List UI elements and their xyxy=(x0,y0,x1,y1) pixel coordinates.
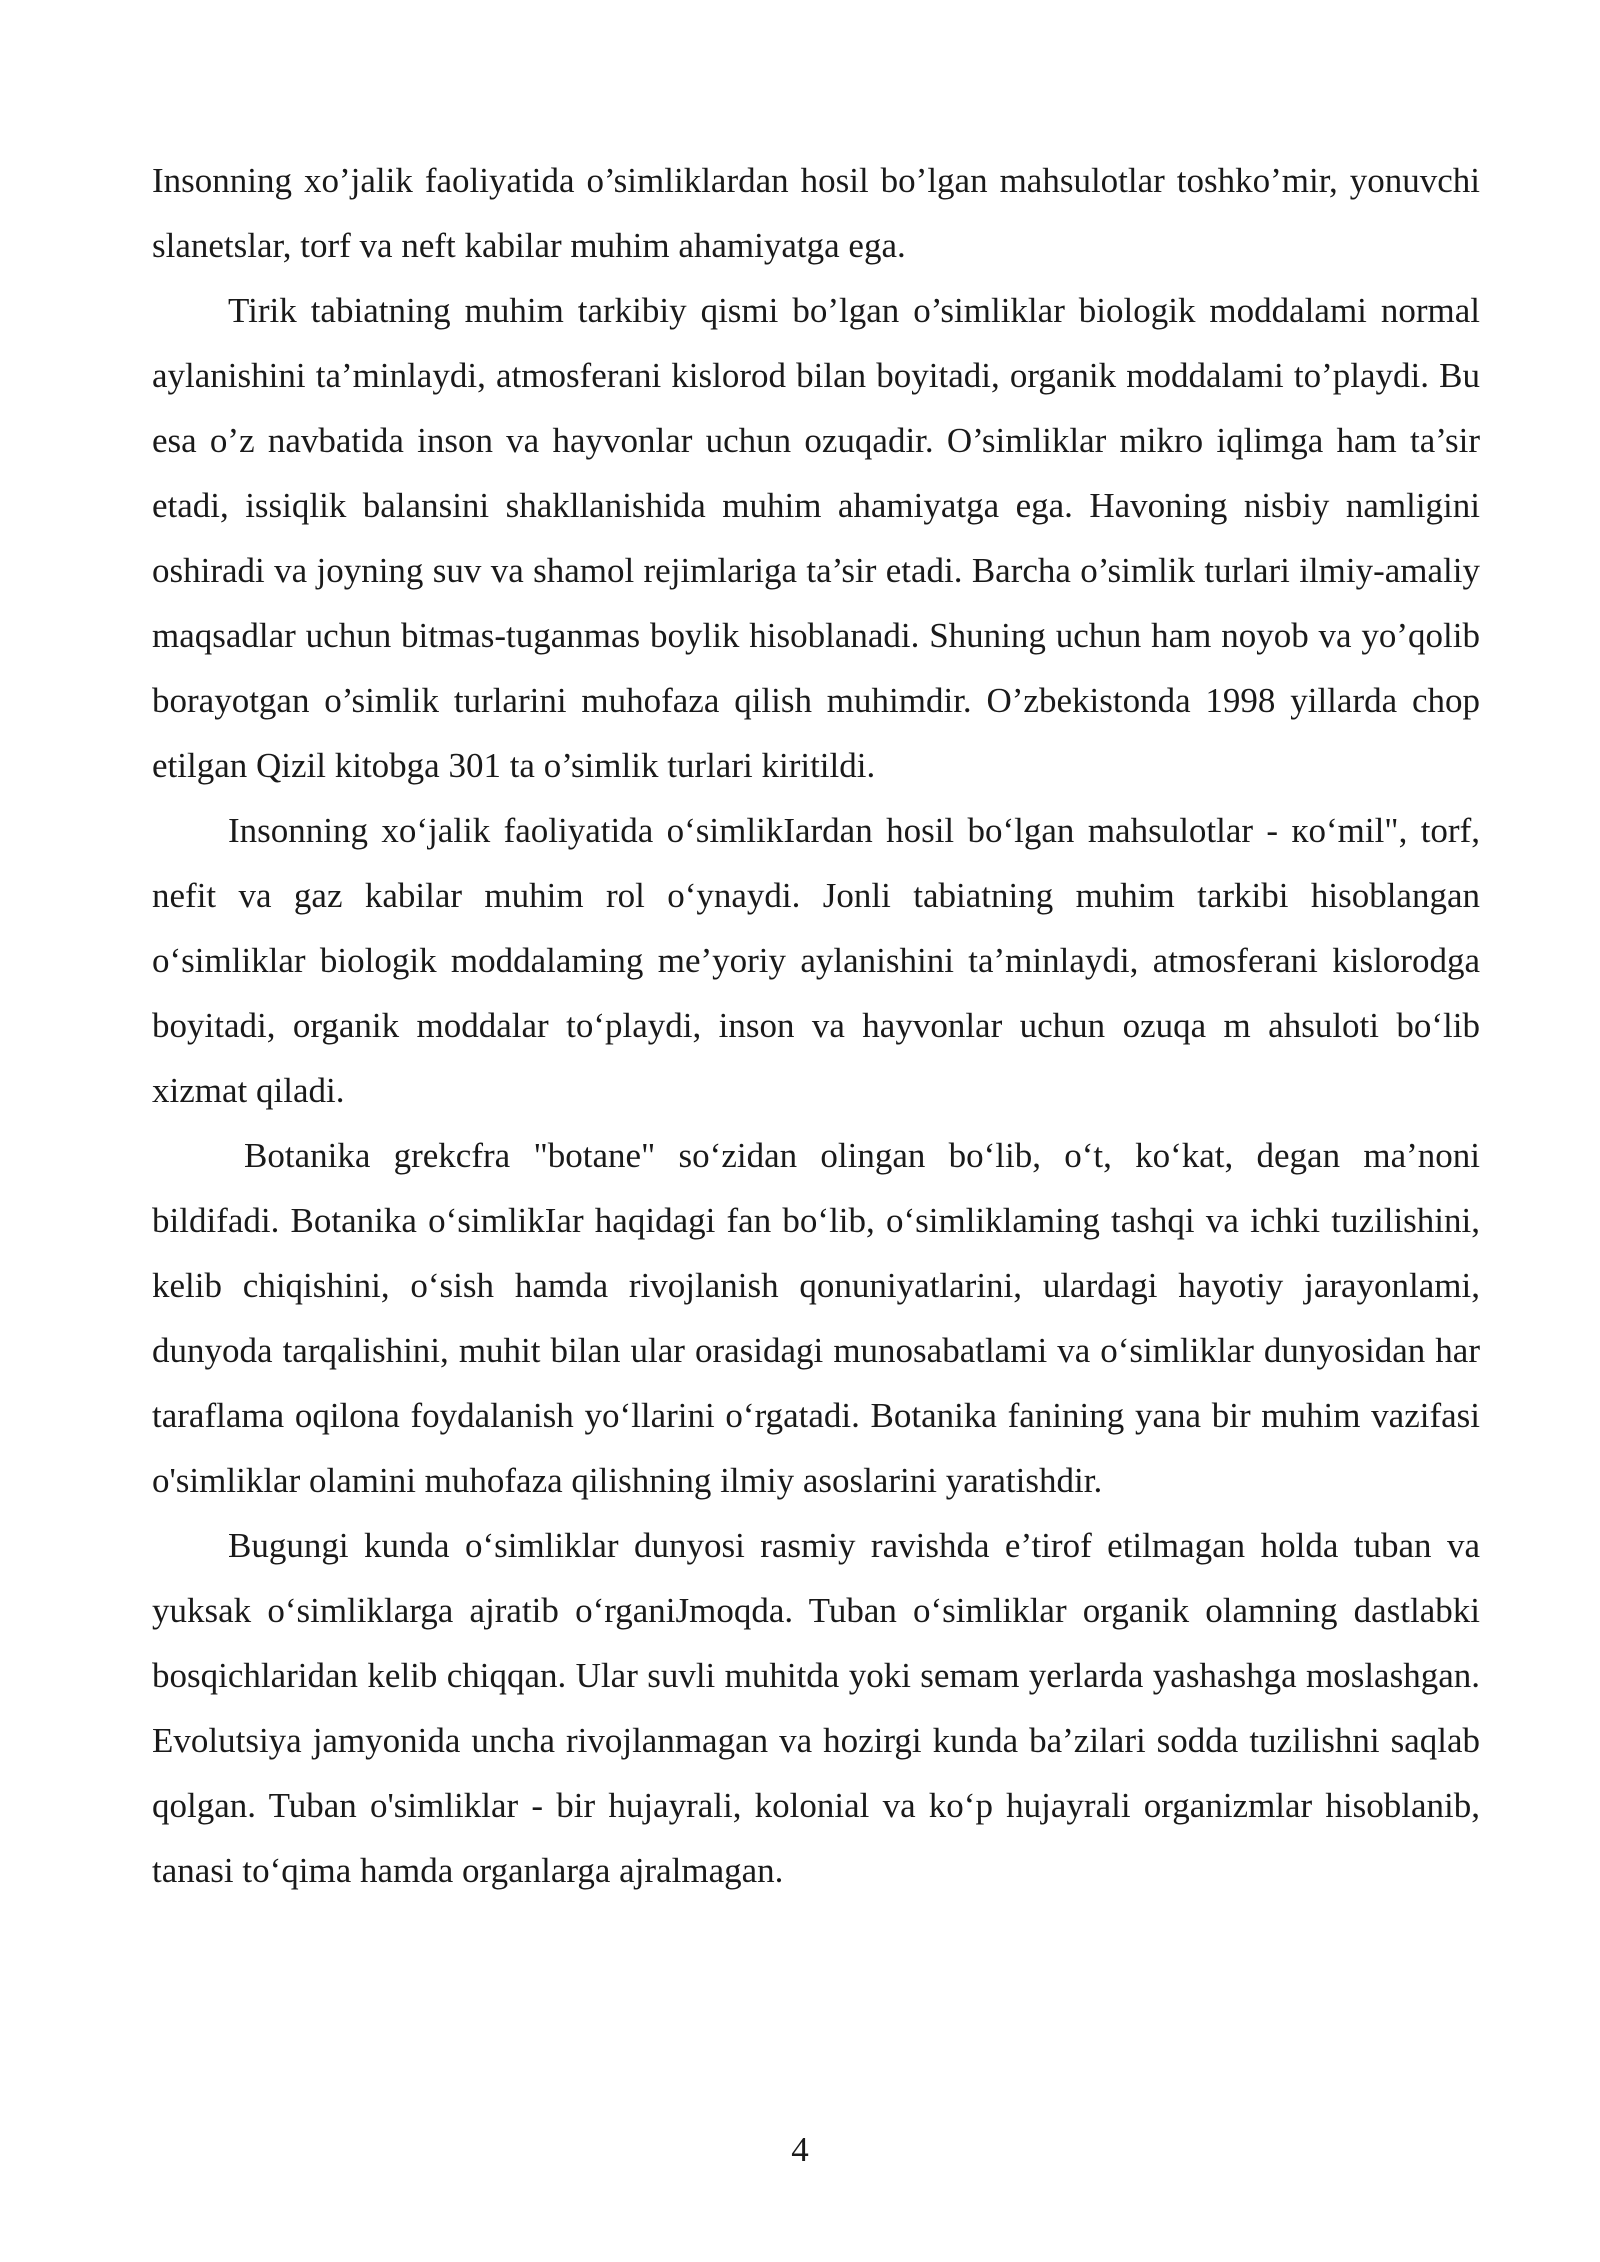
document-body xyxy=(152,148,1480,1903)
page-number: 4 xyxy=(791,2130,809,2169)
paragraph-1: Insonning xo’jalik faoliyatida o’simliklardan hosil bo’lgan mahsulotlar toshko’mir, yonuvchi slanetslar, torf va neft kabilar muhim ahamiyatga ega. xyxy=(152,161,1480,265)
paragraph-2: Tirik tabiatning muhim tarkibiy qismi bo’lgan o’simliklar biologik moddalami normal aylanishini ta’minlaydi, atmosferani kislorod bilan boyitadi, organik moddalami to’playdi. Bu esa o’z navbatida inson va hayvonlar uchun ozuqadir. O’simliklar mikro iqlimga ham ta’sir etadi, issiqlik balansini shakllanishida muhim ahamiyatga ega. Havoning nisbiy namligini oshiradi va joyning suv va shamol rejimlariga ta’sir etadi. Barcha o’simlik turlari ilmiy-amaliy maqsadlar uchun bitmas-tuganmas boylik hisoblanadi. Shuning uchun ham noyob va yo’qolib borayotgan o’simlik turlarini muhofaza qilish muhimdir. O’zbekistonda 1998 yillarda chop etilgan Qizil kitobga 301 ta o’simlik turlari kiritildi. xyxy=(152,291,1480,785)
paragraph-5: Bugungi kunda o‘simliklar dunyosi rasmiy ravishda e’tirof etilmagan holda tuban va yuksak o‘simliklarga ajratib o‘rganiJmoqda. Tuban o‘simliklar organik olamning dastlabki bosqichlaridan kelib chiqqan. Ular suvli muhitda yoki semam yerlarda yashashga moslashgan. Evolutsiya jamyonida uncha rivojlanmagan va hozirgi kunda ba’zilari sodda tuzilishni saqlab qolgan. Tuban o'simliklar - bir hujayrali, kolonial va ko‘p hujayrali organizmlar hisoblanib, tanasi to‘qima hamda organlarga ajralmagan. xyxy=(152,1526,1480,1890)
paragraph-3: Insonning xo‘jalik faoliyatida o‘simlikIardan hosil bo‘lgan mahsulotlar - кo‘mil", torf, nefit va gaz kabilar muhim rol o‘ynaydi. Jonli tabiatning muhim tarkibi hisoblangan o‘simliklar biologik moddalaming me’yoriy aylanishini ta’minlaydi, atmosferani kislorodga boyitadi, organik moddalar to‘playdi, inson va hayvonlar uchun ozuqa m ahsuloti bo‘lib xizmat qiladi. xyxy=(152,811,1480,1110)
paragraph-4: Botanika grekcfra "botane" so‘zidan olingan bo‘lib, o‘t, ko‘kat, degan ma’noni bildifadi. Botanika o‘simlikIar haqidagi fan bo‘lib, o‘simliklaming tashqi va ichki tuzilishini, kelib chiqishini, o‘sish hamda rivojlanish qonuniyatlarini, ulardagi hayotiy jarayonlami, dunyoda tarqalishini, muhit bilan ular orasidagi munosabatlami va o‘simliklar dunyosidan har taraflama oqilona foydalanish yo‘llarini o‘rgatadi. Botanika fanining yana bir muhim vazifasi o'simliklar olamini muhofaza qilishning ilmiy asoslarini yaratishdir. xyxy=(152,1136,1480,1500)
